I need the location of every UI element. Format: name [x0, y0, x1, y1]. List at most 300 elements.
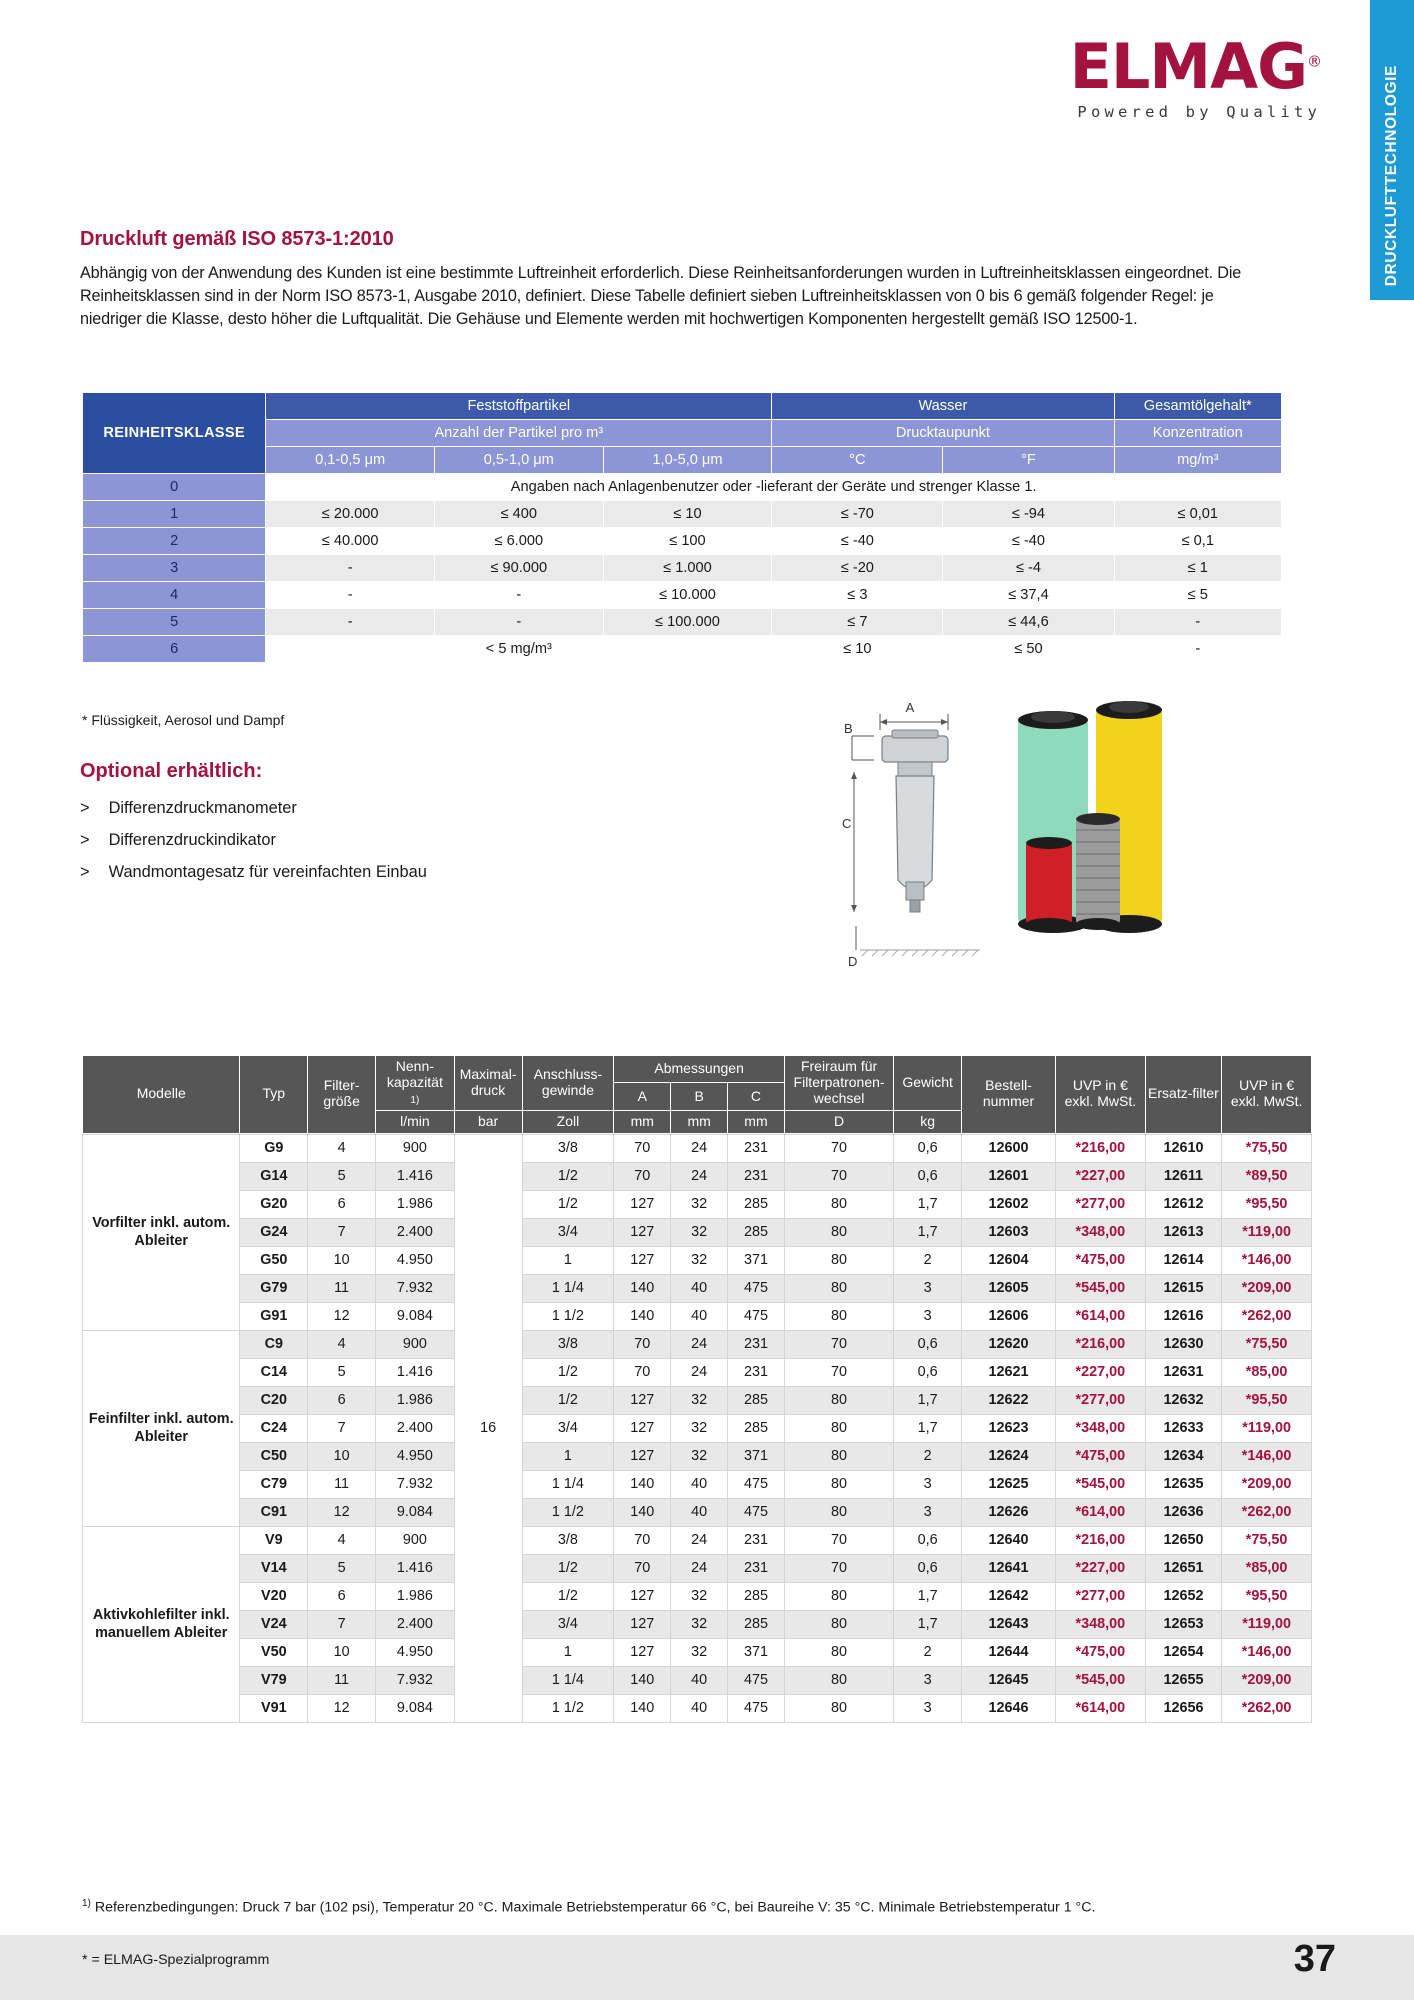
col-header-uvp-1: UVP in € exkl. MwSt. — [1056, 1056, 1146, 1134]
brand-logo — [1069, 30, 1321, 121]
cell-dim-a: 140 — [614, 1302, 671, 1330]
cell-dim-a: 70 — [614, 1330, 671, 1358]
cell-dim-a: 127 — [614, 1218, 671, 1246]
purity-value-cell: ≤ 3 — [772, 582, 943, 609]
cell-gewicht: 0,6 — [894, 1554, 962, 1582]
cell-dim-a: 140 — [614, 1666, 671, 1694]
cell-filtergroesse: 11 — [308, 1470, 376, 1498]
cell-uvp-ersatz: *262,00 — [1222, 1302, 1312, 1330]
cell-nennkapazitaet: 2.400 — [376, 1414, 455, 1442]
table-row — [83, 1470, 1312, 1498]
cell-freiraum: 70 — [784, 1526, 893, 1554]
cell-anschlussgewinde: 1 1/2 — [522, 1498, 614, 1526]
cell-dim-a: 70 — [614, 1134, 671, 1162]
chevron-right-icon: > — [80, 863, 90, 881]
page-number: 37 — [1293, 1938, 1336, 1980]
cell-dim-c: 475 — [728, 1694, 785, 1722]
cell-filtergroesse: 7 — [308, 1414, 376, 1442]
col-header-bestellnummer: Bestell-nummer — [962, 1056, 1056, 1134]
cell-uvp-ersatz: *146,00 — [1222, 1246, 1312, 1274]
table-row — [83, 1330, 1312, 1358]
cell-gewicht: 3 — [894, 1498, 962, 1526]
optional-list-item — [80, 799, 640, 818]
purity-row — [83, 474, 1282, 501]
purity-value-cell: ≤ 50 — [943, 636, 1114, 663]
cell-nennkapazitaet: 1.986 — [376, 1582, 455, 1610]
cell-bestellnummer: 12602 — [962, 1190, 1056, 1218]
cell-bestellnummer: 12643 — [962, 1610, 1056, 1638]
purity-value-cell: ≤ 0,1 — [1114, 528, 1281, 555]
cell-typ: V20 — [240, 1582, 308, 1610]
purity-unit-3: °C — [772, 447, 943, 474]
purity-header-water: Wasser — [772, 393, 1114, 420]
cell-bestellnummer: 12623 — [962, 1414, 1056, 1442]
cell-filtergroesse: 10 — [308, 1246, 376, 1274]
cell-dim-b: 24 — [671, 1162, 728, 1190]
cell-gewicht: 1,7 — [894, 1218, 962, 1246]
cell-typ: C9 — [240, 1330, 308, 1358]
purity-value-cell: - — [434, 609, 603, 636]
cell-dim-a: 127 — [614, 1442, 671, 1470]
cell-freiraum: 70 — [784, 1134, 893, 1162]
cell-typ: C20 — [240, 1386, 308, 1414]
purity-value-cell: ≤ 90.000 — [434, 555, 603, 582]
cell-anschlussgewinde: 1 — [522, 1442, 614, 1470]
cell-bestellnummer: 12626 — [962, 1498, 1056, 1526]
cell-dim-b: 40 — [671, 1302, 728, 1330]
cell-freiraum: 80 — [784, 1190, 893, 1218]
cell-uvp-main: *475,00 — [1056, 1246, 1146, 1274]
cell-dim-c: 231 — [728, 1162, 785, 1190]
cell-typ: V14 — [240, 1554, 308, 1582]
cell-anschlussgewinde: 1 1/2 — [522, 1302, 614, 1330]
cell-filtergroesse: 12 — [308, 1694, 376, 1722]
purity-header-particles: Feststoffpartikel — [266, 393, 772, 420]
cell-freiraum: 80 — [784, 1610, 893, 1638]
cell-filtergroesse: 4 — [308, 1330, 376, 1358]
col-header-filtergroesse: Filter-größe — [308, 1056, 376, 1134]
cell-dim-c: 285 — [728, 1386, 785, 1414]
svg-text:D: D — [848, 954, 858, 969]
intro-paragraph: Abhängig von der Anwendung des Kunden ist eine bestimmte Luftreinheit erforderlich. Diese Reinheitsanforderungen wurden in Luftreinheitsklassen eingeordnet. Die Reinheitsklassen sind in der Norm ISO 8573-1, Ausgabe 2010, definiert. Diese Tabelle definiert sieben Luftreinheitsklassen von 0 bis 6 gemäß folgender Regel: je niedriger die Klasse, desto höher die Luftqualität. Die Gehäuse und Elemente werden mit hochwertigen Komponenten hergestellt gemäß ISO 12500-1. — [80, 264, 1242, 328]
cell-dim-c: 475 — [728, 1666, 785, 1694]
cell-ersatzfilter: 12650 — [1145, 1526, 1222, 1554]
cell-uvp-ersatz: *75,50 — [1222, 1526, 1312, 1554]
cell-bestellnummer: 12642 — [962, 1582, 1056, 1610]
cell-dim-c: 231 — [728, 1358, 785, 1386]
cell-maximaldruck: 16 — [454, 1134, 522, 1722]
cell-ersatzfilter: 12651 — [1145, 1554, 1222, 1582]
table-row — [83, 1582, 1312, 1610]
purity-unit-0: 0,1-0,5 μm — [266, 447, 435, 474]
purity-row — [83, 609, 1282, 636]
cell-uvp-main: *475,00 — [1056, 1442, 1146, 1470]
purity-value-cell: - — [1114, 636, 1281, 663]
cell-gewicht: 1,7 — [894, 1414, 962, 1442]
purity-row — [83, 555, 1282, 582]
cell-anschlussgewinde: 1 1/2 — [522, 1694, 614, 1722]
cell-bestellnummer: 12605 — [962, 1274, 1056, 1302]
cell-ersatzfilter: 12635 — [1145, 1470, 1222, 1498]
cell-dim-c: 231 — [728, 1330, 785, 1358]
reference-footnote-marker: 1) — [82, 1898, 91, 1909]
cell-dim-c: 371 — [728, 1442, 785, 1470]
cell-nennkapazitaet: 1.416 — [376, 1554, 455, 1582]
cell-anschlussgewinde: 3/8 — [522, 1526, 614, 1554]
reference-footnote-text: Referenzbedingungen: Druck 7 bar (102 psi), Temperatur 20 °C. Maximale Betriebstemperatur 66 °C, bei Baureihe V: 35 °C. Minimale Betriebstemperatur 1 °C. — [94, 1899, 1096, 1916]
cell-anschlussgewinde: 1 1/4 — [522, 1470, 614, 1498]
cell-freiraum: 70 — [784, 1162, 893, 1190]
purity-row — [83, 501, 1282, 528]
cell-anschlussgewinde: 1/2 — [522, 1190, 614, 1218]
cell-bestellnummer: 12640 — [962, 1526, 1056, 1554]
cell-nennkapazitaet: 4.950 — [376, 1442, 455, 1470]
table-row — [83, 1274, 1312, 1302]
table-row — [83, 1302, 1312, 1330]
cell-typ: G9 — [240, 1134, 308, 1162]
cell-dim-b: 40 — [671, 1694, 728, 1722]
cell-gewicht: 1,7 — [894, 1610, 962, 1638]
cell-uvp-ersatz: *89,50 — [1222, 1162, 1312, 1190]
cell-dim-b: 40 — [671, 1498, 728, 1526]
cell-dim-c: 475 — [728, 1302, 785, 1330]
cell-anschlussgewinde: 1 — [522, 1638, 614, 1666]
purity-value-cell: ≤ -70 — [772, 501, 943, 528]
purity-row — [83, 636, 1282, 663]
cell-freiraum: 80 — [784, 1498, 893, 1526]
page-title: Druckluft gemäß ISO 8573-1:2010 — [80, 228, 394, 250]
col-header-dim-b: B — [671, 1083, 728, 1110]
cell-bestellnummer: 12644 — [962, 1638, 1056, 1666]
cell-anschlussgewinde: 3/8 — [522, 1134, 614, 1162]
cell-bestellnummer: 12622 — [962, 1386, 1056, 1414]
purity-value-cell: ≤ -94 — [943, 501, 1114, 528]
cell-freiraum: 80 — [784, 1442, 893, 1470]
cell-bestellnummer: 12601 — [962, 1162, 1056, 1190]
cell-filtergroesse: 6 — [308, 1582, 376, 1610]
cell-uvp-ersatz: *75,50 — [1222, 1330, 1312, 1358]
cell-gewicht: 2 — [894, 1638, 962, 1666]
cell-freiraum: 80 — [784, 1386, 893, 1414]
purity-value-cell: ≤ 44,6 — [943, 609, 1114, 636]
cell-dim-b: 32 — [671, 1582, 728, 1610]
cell-anschlussgewinde: 3/8 — [522, 1330, 614, 1358]
cell-gewicht: 2 — [894, 1246, 962, 1274]
cell-filtergroesse: 4 — [308, 1134, 376, 1162]
cell-dim-b: 24 — [671, 1330, 728, 1358]
cell-typ: C79 — [240, 1470, 308, 1498]
purity-class-cell: 1 — [83, 501, 266, 528]
cell-typ: V91 — [240, 1694, 308, 1722]
cell-gewicht: 2 — [894, 1442, 962, 1470]
cell-dim-b: 32 — [671, 1386, 728, 1414]
purity-value-cell: < 5 mg/m³ — [266, 636, 772, 663]
table-row — [83, 1246, 1312, 1274]
col-unit-mm-a: mm — [614, 1110, 671, 1133]
cell-uvp-main: *227,00 — [1056, 1162, 1146, 1190]
cell-uvp-main: *348,00 — [1056, 1414, 1146, 1442]
cell-dim-b: 40 — [671, 1274, 728, 1302]
purity-header-class: REINHEITSKLASSE — [83, 393, 266, 474]
cell-nennkapazitaet: 9.084 — [376, 1498, 455, 1526]
col-header-uvp-2: UVP in € exkl. MwSt. — [1222, 1056, 1312, 1134]
cell-ersatzfilter: 12633 — [1145, 1414, 1222, 1442]
col-header-ersatzfilter: Ersatz-filter — [1145, 1056, 1222, 1134]
filter-housing-diagram — [840, 700, 1320, 1000]
cell-nennkapazitaet: 1.416 — [376, 1162, 455, 1190]
cell-freiraum: 80 — [784, 1414, 893, 1442]
optional-list — [80, 799, 640, 882]
cell-ersatzfilter: 12630 — [1145, 1330, 1222, 1358]
cell-nennkapazitaet: 9.084 — [376, 1694, 455, 1722]
purity-subheader-particles: Anzahl der Partikel pro m³ — [266, 420, 772, 447]
nennkapazitaet-label: Nenn-kapazität — [386, 1058, 443, 1090]
cell-bestellnummer: 12600 — [962, 1134, 1056, 1162]
cell-typ: G24 — [240, 1218, 308, 1246]
product-illustration — [840, 700, 1320, 1000]
purity-value-cell: ≤ -40 — [943, 528, 1114, 555]
cell-dim-b: 40 — [671, 1470, 728, 1498]
table-row — [83, 1442, 1312, 1470]
cell-typ: V79 — [240, 1666, 308, 1694]
cell-freiraum: 80 — [784, 1302, 893, 1330]
cell-freiraum: 80 — [784, 1582, 893, 1610]
cell-dim-c: 231 — [728, 1554, 785, 1582]
cell-nennkapazitaet: 1.986 — [376, 1386, 455, 1414]
cell-anschlussgewinde: 1/2 — [522, 1554, 614, 1582]
cell-gewicht: 0,6 — [894, 1330, 962, 1358]
col-unit-bar: bar — [454, 1110, 522, 1133]
cell-dim-c: 231 — [728, 1526, 785, 1554]
cell-ersatzfilter: 12616 — [1145, 1302, 1222, 1330]
cell-uvp-ersatz: *209,00 — [1222, 1470, 1312, 1498]
cell-gewicht: 0,6 — [894, 1526, 962, 1554]
cell-filtergroesse: 10 — [308, 1442, 376, 1470]
cell-anschlussgewinde: 1 1/4 — [522, 1274, 614, 1302]
col-header-abmessungen: Abmessungen — [614, 1056, 785, 1083]
cell-model-group: Vorfilter inkl. autom. Ableiter — [83, 1134, 240, 1330]
cell-nennkapazitaet: 2.400 — [376, 1218, 455, 1246]
cell-filtergroesse: 4 — [308, 1526, 376, 1554]
col-header-modelle: Modelle — [83, 1056, 240, 1134]
col-unit-mm-c: mm — [728, 1110, 785, 1133]
cell-uvp-ersatz: *75,50 — [1222, 1134, 1312, 1162]
cell-dim-b: 32 — [671, 1246, 728, 1274]
cell-dim-a: 127 — [614, 1190, 671, 1218]
purity-header-oil: Gesamtölgehalt* — [1114, 393, 1281, 420]
cell-filtergroesse: 6 — [308, 1190, 376, 1218]
table-row — [83, 1218, 1312, 1246]
cell-filtergroesse: 5 — [308, 1554, 376, 1582]
purity-class-cell: 2 — [83, 528, 266, 555]
cell-ersatzfilter: 12654 — [1145, 1638, 1222, 1666]
svg-text:A: A — [905, 700, 915, 715]
cell-dim-a: 140 — [614, 1694, 671, 1722]
cell-bestellnummer: 12603 — [962, 1218, 1056, 1246]
cell-uvp-ersatz: *146,00 — [1222, 1638, 1312, 1666]
cell-gewicht: 3 — [894, 1666, 962, 1694]
table-row — [83, 1414, 1312, 1442]
cell-dim-c: 475 — [728, 1470, 785, 1498]
cell-freiraum: 80 — [784, 1638, 893, 1666]
cell-ersatzfilter: 12652 — [1145, 1582, 1222, 1610]
table-row — [83, 1190, 1312, 1218]
cell-anschlussgewinde: 1 — [522, 1246, 614, 1274]
cell-uvp-main: *614,00 — [1056, 1498, 1146, 1526]
cell-nennkapazitaet: 9.084 — [376, 1302, 455, 1330]
cell-anschlussgewinde: 1 1/4 — [522, 1666, 614, 1694]
cell-uvp-ersatz: *146,00 — [1222, 1442, 1312, 1470]
cell-ersatzfilter: 12611 — [1145, 1162, 1222, 1190]
purity-class-cell: 6 — [83, 636, 266, 663]
purity-value-cell: ≤ -4 — [943, 555, 1114, 582]
cell-nennkapazitaet: 1.986 — [376, 1190, 455, 1218]
cell-filtergroesse: 5 — [308, 1162, 376, 1190]
cell-uvp-main: *545,00 — [1056, 1274, 1146, 1302]
optional-title: Optional erhältlich: — [80, 760, 263, 782]
cell-dim-c: 285 — [728, 1610, 785, 1638]
purity-value-cell: - — [266, 582, 435, 609]
cell-uvp-ersatz: *262,00 — [1222, 1498, 1312, 1526]
cell-anschlussgewinde: 3/4 — [522, 1414, 614, 1442]
col-header-dim-d: D — [784, 1110, 893, 1133]
intro-section — [80, 228, 1260, 331]
cell-dim-c: 371 — [728, 1638, 785, 1666]
cell-typ: C24 — [240, 1414, 308, 1442]
purity-value-cell: ≤ 100 — [603, 528, 772, 555]
table-row — [83, 1526, 1312, 1554]
chevron-right-icon: > — [80, 831, 90, 849]
purity-unit-4: °F — [943, 447, 1114, 474]
cell-dim-b: 24 — [671, 1526, 728, 1554]
cell-bestellnummer: 12625 — [962, 1470, 1056, 1498]
cell-dim-a: 70 — [614, 1162, 671, 1190]
purity-class-cell: 3 — [83, 555, 266, 582]
cell-gewicht: 3 — [894, 1694, 962, 1722]
col-header-nennkapazitaet — [376, 1056, 455, 1111]
cell-ersatzfilter: 12613 — [1145, 1218, 1222, 1246]
cell-freiraum: 70 — [784, 1554, 893, 1582]
cell-ersatzfilter: 12612 — [1145, 1190, 1222, 1218]
cell-dim-b: 40 — [671, 1666, 728, 1694]
cell-uvp-main: *545,00 — [1056, 1470, 1146, 1498]
reference-footnote — [82, 1898, 1095, 1916]
purity-class-cell: 4 — [83, 582, 266, 609]
optional-list-item — [80, 831, 640, 850]
purity-value-cell: - — [266, 555, 435, 582]
cell-freiraum: 80 — [784, 1274, 893, 1302]
purity-value-cell: ≤ 100.000 — [603, 609, 772, 636]
cell-dim-a: 127 — [614, 1246, 671, 1274]
purity-value-cell: ≤ 1 — [1114, 555, 1281, 582]
table-row — [83, 1610, 1312, 1638]
cell-uvp-main: *475,00 — [1056, 1638, 1146, 1666]
cell-uvp-ersatz: *119,00 — [1222, 1218, 1312, 1246]
cell-bestellnummer: 12606 — [962, 1302, 1056, 1330]
cell-gewicht: 0,6 — [894, 1358, 962, 1386]
cell-typ: G91 — [240, 1302, 308, 1330]
cell-freiraum: 70 — [784, 1358, 893, 1386]
purity-value-cell: ≤ -20 — [772, 555, 943, 582]
cell-ersatzfilter: 12610 — [1145, 1134, 1222, 1162]
cell-dim-a: 140 — [614, 1470, 671, 1498]
cell-uvp-main: *216,00 — [1056, 1330, 1146, 1358]
logo-text: ELMAG — [1069, 30, 1307, 103]
svg-text:B: B — [844, 721, 853, 736]
cell-dim-c: 285 — [728, 1414, 785, 1442]
col-header-dim-a: A — [614, 1083, 671, 1110]
svg-text:C: C — [842, 816, 852, 831]
cell-dim-a: 70 — [614, 1554, 671, 1582]
cell-gewicht: 3 — [894, 1274, 962, 1302]
cell-dim-c: 475 — [728, 1498, 785, 1526]
cell-filtergroesse: 10 — [308, 1638, 376, 1666]
cell-uvp-main: *614,00 — [1056, 1694, 1146, 1722]
purity-value-cell: - — [434, 582, 603, 609]
cell-typ: V9 — [240, 1526, 308, 1554]
cell-filtergroesse: 12 — [308, 1302, 376, 1330]
cell-freiraum: 70 — [784, 1330, 893, 1358]
cell-anschlussgewinde: 1/2 — [522, 1386, 614, 1414]
purity-subheader-water: Drucktaupunkt — [772, 420, 1114, 447]
table-row — [83, 1134, 1312, 1162]
cell-typ: C91 — [240, 1498, 308, 1526]
cell-nennkapazitaet: 7.932 — [376, 1470, 455, 1498]
cell-model-group: Feinfilter inkl. autom. Ableiter — [83, 1330, 240, 1526]
cell-typ: C50 — [240, 1442, 308, 1470]
cell-uvp-ersatz: *209,00 — [1222, 1666, 1312, 1694]
cell-bestellnummer: 12604 — [962, 1246, 1056, 1274]
col-unit-mm-b: mm — [671, 1110, 728, 1133]
cell-nennkapazitaet: 900 — [376, 1526, 455, 1554]
col-header-anschlussgewinde: Anschluss-gewinde — [522, 1056, 614, 1111]
table-row — [83, 1386, 1312, 1414]
cell-dim-b: 24 — [671, 1358, 728, 1386]
cell-filtergroesse: 6 — [308, 1386, 376, 1414]
cell-freiraum: 80 — [784, 1470, 893, 1498]
table-row — [83, 1666, 1312, 1694]
cell-bestellnummer: 12641 — [962, 1554, 1056, 1582]
cell-bestellnummer: 12646 — [962, 1694, 1056, 1722]
cell-anschlussgewinde: 3/4 — [522, 1218, 614, 1246]
table-row — [83, 1638, 1312, 1666]
cell-anschlussgewinde: 1/2 — [522, 1162, 614, 1190]
col-header-dim-c: C — [728, 1083, 785, 1110]
cell-ersatzfilter: 12636 — [1145, 1498, 1222, 1526]
purity-value-cell: ≤ 400 — [434, 501, 603, 528]
cell-ersatzfilter: 12614 — [1145, 1246, 1222, 1274]
purity-class-cell: 5 — [83, 609, 266, 636]
section-tab-druckluft — [1370, 0, 1414, 300]
cell-gewicht: 0,6 — [894, 1162, 962, 1190]
table-row — [83, 1358, 1312, 1386]
cell-uvp-ersatz: *95,50 — [1222, 1582, 1312, 1610]
cell-typ: V24 — [240, 1610, 308, 1638]
cell-dim-a: 127 — [614, 1386, 671, 1414]
purity-value-cell: ≤ 10.000 — [603, 582, 772, 609]
nennkapazitaet-footnote-marker: 1) — [410, 1094, 420, 1106]
cell-gewicht: 1,7 — [894, 1386, 962, 1414]
optional-list-item — [80, 863, 640, 882]
section-tab-label: DRUCKLUFTTECHNOLOGIE — [1383, 64, 1400, 286]
cell-uvp-main: *348,00 — [1056, 1218, 1146, 1246]
cell-ersatzfilter: 12653 — [1145, 1610, 1222, 1638]
cell-uvp-ersatz: *85,00 — [1222, 1358, 1312, 1386]
cell-ersatzfilter: 12656 — [1145, 1694, 1222, 1722]
cell-gewicht: 3 — [894, 1302, 962, 1330]
cell-typ: G14 — [240, 1162, 308, 1190]
purity-note-cell: Angaben nach Anlagenbenutzer oder -lieferant der Geräte und strenger Klasse 1. — [266, 474, 1282, 501]
